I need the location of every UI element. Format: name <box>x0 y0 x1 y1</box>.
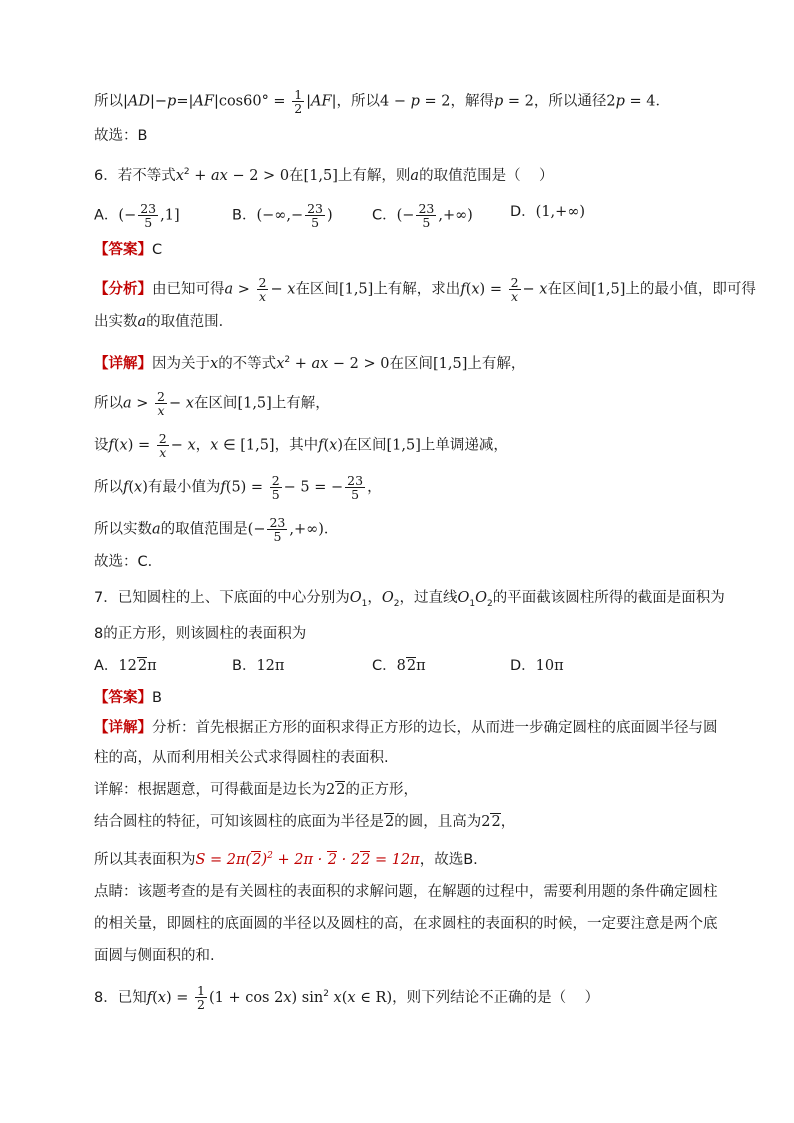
q6-detail-conclusion: 故选：C． <box>94 554 163 570</box>
q7-comment-line1: 点睛：该题考查的是有关圆柱的表面积的求解问题，在解题的过程中，需要利用题的条件确定圆柱 <box>94 884 718 900</box>
q7-detail-line3: 所以其表面积为$S = 2\pi(2)^2 + 2\pi \cdot 2 \cdot 22 = 12\pi$，故选B. <box>94 851 478 868</box>
q6-detail-line5: 所以实数a的取值范围是(− $\frac{23}{5}$ ,+∞)． <box>94 515 339 544</box>
q7-analysis-line2: 柱的高，从而利用相关公式求得圆柱的表面积. <box>94 750 389 766</box>
q6-option-a: A．(− $\frac{23}{5}$ ,1] <box>94 201 180 230</box>
q6-analysis-line1: 【分析】由已知可得a > $\frac{2}{x}$ − x在区间[1,5]上有解，求出f(x) = $\frac{2}{x}$ − x在区间[1,5]上的最小值，即可得 <box>94 275 756 304</box>
q6-detail-line1: 【详解】因为关于x的不等式$x^2$ + ax − 2 > 0在区间[1,5]上有解， <box>94 355 526 372</box>
q6-option-b: B．(−∞,− $\frac{23}{5}$ ) <box>232 201 333 230</box>
q6-option-c: C．(− $\frac{23}{5}$ ,+∞) <box>372 201 473 230</box>
q5-answer: 故选：B <box>94 128 148 144</box>
q7-stem-line2: 8的正方形，则该圆柱的表面积为 <box>94 626 307 642</box>
q6-detail-line3: 设f(x) = $\frac{2}{x}$ − x，x ∈ [1,5]，其中f(x)在区间[1,5]上单调递减， <box>94 431 508 460</box>
q7-comment-line3: 面圆与侧面积的和. <box>94 948 215 964</box>
q7-detail-line1: 详解：根据题意，可得截面是边长为22的正方形， <box>94 782 418 798</box>
q6-option-d: D．(1,+∞) <box>510 204 586 220</box>
q7-detail-line2: 结合圆柱的特征，可知该圆柱的底面为半径是2的圆，且高为22， <box>94 814 516 830</box>
q6-detail-line2: 所以a > $\frac{2}{x}$ − x在区间[1,5]上有解， <box>94 389 330 418</box>
q7-option-c: C．82π <box>372 658 426 674</box>
q8-stem: 8．已知f(x) = $\frac{1}{2}$ (1 + cos 2x) $\sin^2 x(x$ ∈ R)，则下列结论不正确的是（ ） <box>94 983 600 1013</box>
q7-option-b: B．12π <box>232 658 285 674</box>
q6-answer: 【答案】C <box>94 242 163 258</box>
q7-stem-line1: 7．已知圆柱的上、下底面的中心分别为$O_1$，$O_2$，过直线$O_1O_2$的平面截该圆柱所得的截面是面积为 <box>94 590 725 609</box>
q6-detail-line4: 所以f(x)有最小值为f(5) = $\frac{2}{5}$ − 5 = − $\frac{23}{5}$ ， <box>94 473 382 502</box>
q7-answer: 【答案】B <box>94 690 162 706</box>
q7-comment-line2: 的相关量，即圆柱的底面圆的半径以及圆柱的高，在求圆柱的表面积的时候，一定要注意是两个底 <box>94 916 718 932</box>
q6-stem: 6．若不等式$x^2$ + ax − 2 > 0在[1,5]上有解，则a的取值范围是（ ） <box>94 167 554 184</box>
q6-analysis-line2: 出实数a的取值范围． <box>94 314 234 330</box>
q7-option-d: D．10π <box>510 658 564 674</box>
q7-option-a: A．122π <box>94 658 157 674</box>
q5-conclusion-line: 所以|AD|−p=|AF|cos60° = $\frac{1}{2}$ |AF|，所以4 − p = 2，解得p = 2，所以通径2p = 4． <box>94 87 670 116</box>
q7-analysis-line1: 【详解】分析：首先根据正方形的面积求得正方形的边长，从而进一步确定圆柱的底面圆半径与圆 <box>94 720 718 736</box>
